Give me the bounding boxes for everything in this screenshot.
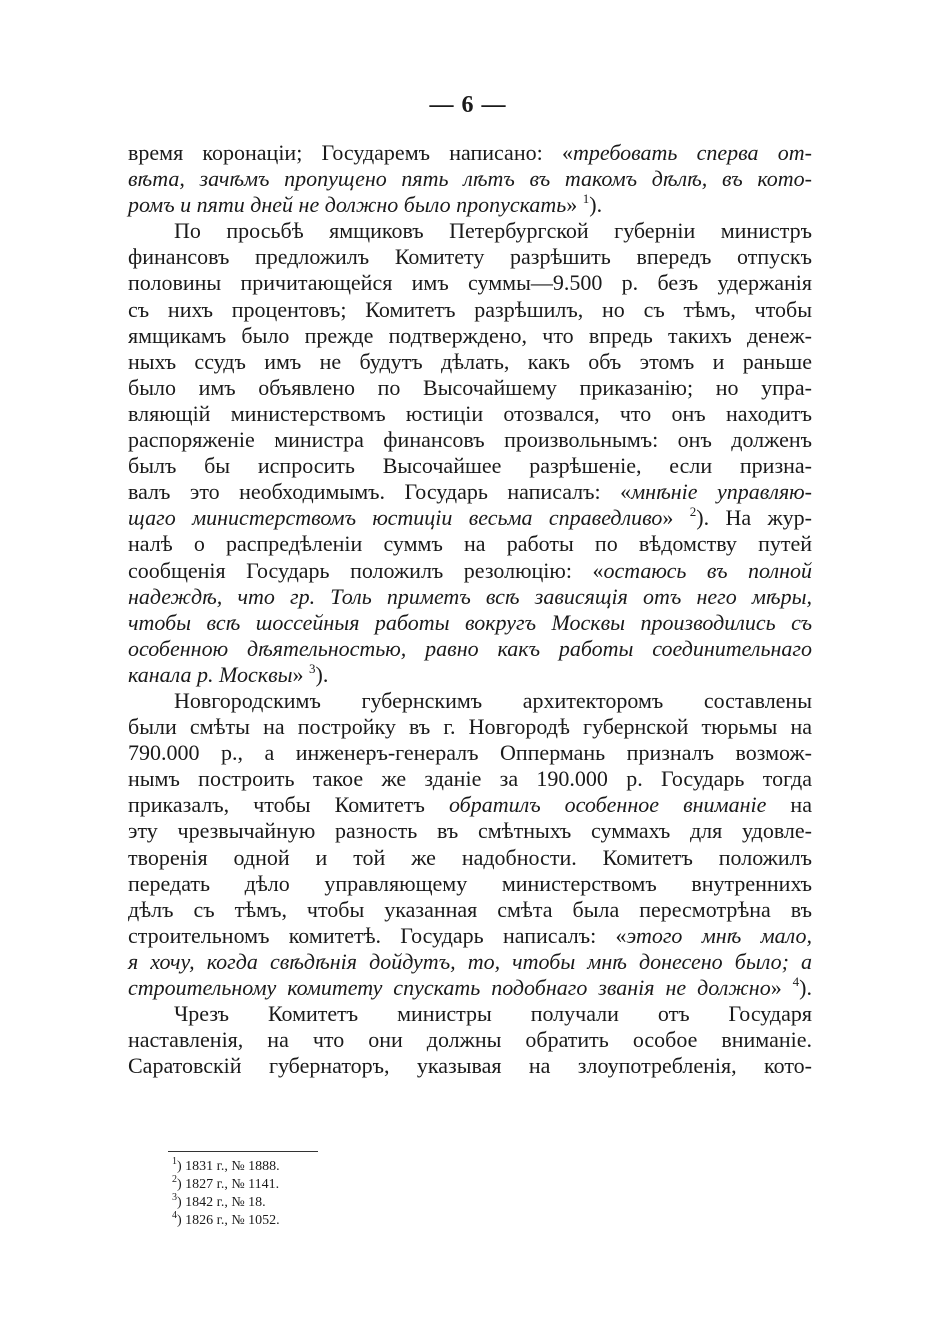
footnote-text: ) 1827 г., № 1141. [177, 1177, 280, 1192]
text-run: ). [799, 975, 812, 1000]
italic-quote: надеждѣ, что гр. Толь приметъ всѣ зависящія отъ него мѣры, [128, 583, 812, 609]
text-line [128, 610, 812, 636]
text-run: ныхъ ссудъ имъ не будутъ дѣлать, какъ объ этомъ и раньше [128, 348, 812, 374]
text-line [128, 479, 812, 505]
text-line [128, 140, 812, 166]
footnote-text: ) 1826 г., № 1052. [177, 1213, 280, 1228]
text-line [128, 766, 812, 792]
italic-quote: чтобы всѣ шоссейныя работы вокругъ Москвы производились съ [128, 609, 812, 635]
italic-quote: обратилъ особенное вниманіе [448, 792, 767, 818]
text-line [128, 845, 812, 871]
text-run: финансовъ предложилъ Комитету разрѣшить впередъ отпускъ [128, 244, 812, 270]
text-line [128, 558, 812, 584]
text-line [128, 584, 812, 610]
text-line [128, 244, 812, 270]
text-line [128, 401, 812, 427]
text-line [128, 270, 812, 296]
text-run: строительномъ комитетѣ. Государь написалъ: « [128, 922, 627, 948]
footnote-ref: 3 [309, 660, 316, 676]
text-run: былъ бы испросить Высочайшее разрѣшеніе, если призна- [128, 453, 812, 479]
text-run: ). [589, 192, 603, 218]
text-run: половины причитающейся имъ суммы—9.500 р. безъ удержанія [128, 270, 812, 296]
text-run: сообщенія Государь положилъ резолюцію: « [128, 557, 604, 583]
text-run: дѣлъ съ тѣмъ, чтобы указанная смѣта была пересмотрѣна въ [128, 896, 812, 922]
text-run: нымъ построить такое же зданіе за 190.000 р. Государь тогда [128, 766, 812, 792]
footnote-text: ) 1842 г., № 18. [177, 1195, 266, 1210]
text-run: передать дѣло управляющему министерствомъ внутреннихъ [128, 870, 812, 896]
text-line [128, 949, 812, 975]
text-line [128, 1053, 812, 1079]
text-line [128, 975, 812, 1001]
italic-quote: канала р. Москвы [128, 661, 293, 687]
footnote [172, 1212, 572, 1230]
text-run: наставленія, на что они должны обратить особое вниманіе. [128, 1027, 812, 1053]
text-line [128, 166, 812, 192]
text-line [128, 192, 812, 218]
italic-quote: требовать сперва от- [572, 140, 813, 165]
text-line [128, 871, 812, 897]
footnote-mark: 2 [172, 1174, 177, 1186]
italic-quote: строительному комитету спускать подобнаго званія не должно [128, 975, 771, 1000]
footnote-mark: 1 [172, 1156, 177, 1168]
text-line [128, 375, 812, 401]
text-run: 790.000 р., а инженеръ-генералъ Оппермань призналъ возмож- [128, 740, 812, 766]
footnote-text: ) 1831 г., № 1888. [177, 1159, 280, 1174]
text-run: налѣ о распредѣленіи суммъ на работы по вѣдомству путей [128, 531, 812, 557]
text-run: время коронаціи; Государемъ написано: « [128, 140, 573, 165]
footnote [172, 1176, 572, 1194]
footnote-divider [168, 1151, 318, 1152]
text-run: Саратовскій губернаторъ, указывая на злоупотребленія, кото- [128, 1053, 812, 1079]
page-number: — 6 — [429, 92, 507, 118]
footnote-ref: 1 [582, 190, 590, 206]
text-line [128, 740, 812, 766]
text-line [128, 218, 812, 244]
text-line [128, 714, 812, 740]
italic-quote: вѣта, зачѣмъ пропущено пять лѣтъ въ такомъ дѣлѣ, въ кото- [128, 166, 812, 192]
text-run: » [292, 661, 310, 687]
italic-quote: этого мнѣ мало, [626, 922, 812, 948]
italic-quote: щаго министерствомъ юстиціи весьма справедливо [128, 505, 663, 531]
footnote [172, 1194, 572, 1212]
text-line [128, 349, 812, 375]
text-line [128, 453, 812, 479]
text-line [128, 688, 812, 714]
text-line [128, 323, 812, 349]
text-line [128, 505, 812, 531]
text-run: приказалъ, чтобы Комитетъ [128, 792, 449, 818]
text-line [128, 792, 812, 818]
text-run: эту чрезвычайную разность въ смѣтныхъ суммахъ для удовле- [128, 818, 812, 844]
text-line [128, 1027, 812, 1053]
text-run: ямщикамъ было прежде подтверждено, что впредь такихъ денеж- [128, 322, 812, 348]
text-run: вляющій министерствомъ юстиціи отозвался, что онъ находитъ [128, 400, 812, 426]
text-run: распоряженіе министра финансовъ произвольнымъ: онъ долженъ [128, 427, 812, 453]
text-run: » [566, 192, 583, 218]
text-run: творенія одной и той же надобности. Комитетъ положилъ [128, 844, 812, 870]
italic-quote: я хочу, когда свѣдѣнія дойдутъ, то, чтобы мнѣ донесено было; а [128, 948, 812, 974]
italic-quote: ромъ и пяти дней не должно было пропускать [128, 192, 567, 218]
text-line [128, 427, 812, 453]
footnote-mark: 4 [172, 1210, 177, 1222]
text-run: ). На жур- [696, 505, 813, 531]
body-text [128, 140, 812, 1079]
footnote-ref: 2 [689, 503, 697, 519]
text-run: съ нихъ процентовъ; Комитетъ разрѣшилъ, но съ тѣмъ, чтобы [128, 296, 812, 322]
text-line [128, 297, 812, 323]
text-run: валъ это необходимымъ. Государь написалъ: « [128, 479, 632, 505]
text-line [128, 1001, 812, 1027]
italic-quote: особенною дѣятельностью, равно какъ работы соединительнаго [128, 635, 812, 661]
text-line [128, 818, 812, 844]
text-line [128, 923, 812, 949]
footnote-mark: 3 [172, 1192, 177, 1204]
footnote-ref: 4 [792, 973, 800, 989]
text-line [128, 662, 812, 688]
text-run: были смѣты на постройку въ г. Новгородѣ губернской тюрьмы на [128, 714, 812, 740]
text-run: » [770, 975, 793, 1000]
footnote [172, 1158, 572, 1176]
text-run: было имъ объявлено по Высочайшему приказанію; но упра- [128, 374, 812, 400]
text-run: на [766, 792, 812, 818]
text-run: » [662, 505, 690, 531]
text-line [128, 636, 812, 662]
italic-quote: мнѣніе управляю- [631, 479, 813, 505]
italic-quote: остаюсь въ полной [603, 557, 812, 583]
text-run: Новгородскимъ губернскимъ архитекторомъ составлены [174, 687, 812, 713]
text-line [128, 531, 812, 557]
text-run: По просьбѣ ямщиковъ Петербургской губерніи министръ [174, 218, 812, 244]
footnotes [172, 1158, 572, 1230]
text-run: Чрезъ Комитетъ министры получали отъ Государя [174, 1001, 812, 1027]
text-line [128, 897, 812, 923]
text-run: ). [315, 661, 329, 687]
